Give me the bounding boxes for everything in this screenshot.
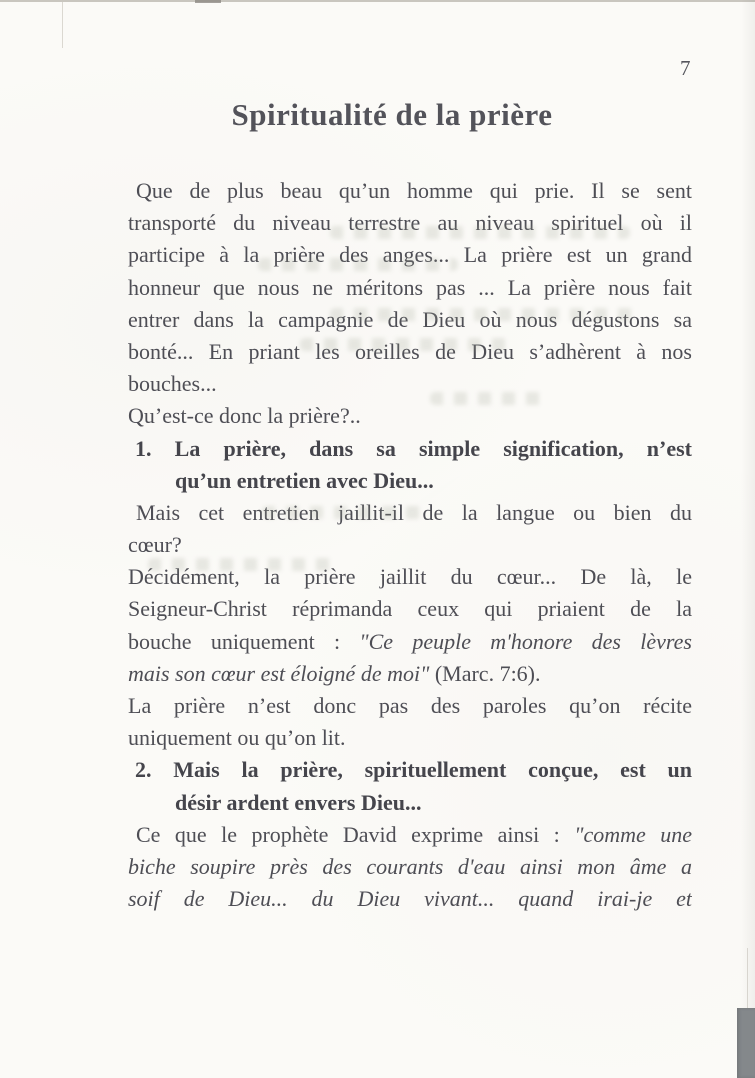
paper-right-edge-shade — [741, 0, 755, 1012]
text-segment: Que de plus beau qu’un homme qui prie. Il se sent — [136, 178, 692, 203]
paper-crease-line — [62, 2, 63, 48]
text-segment: bouche uniquement : — [128, 628, 360, 654]
text-segment: La prière, dans sa simple signification, n’est — [151, 435, 692, 461]
text-column — [128, 175, 692, 915]
text-segment: Décidément, la prière jaillit du cœur... De là, le — [128, 564, 692, 590]
page-number: 7 — [680, 56, 691, 80]
text-segment: (Marc. 7:6). — [429, 660, 541, 686]
bleedthrough-smudge — [330, 308, 640, 321]
text-segment: honneur que nous ne méritons pas ... La prière nous fait — [128, 274, 692, 300]
text-line — [128, 787, 692, 819]
paper-edge-line — [747, 948, 748, 1010]
text-line — [128, 593, 692, 625]
bleedthrough-smudge — [330, 226, 630, 239]
text-segment: La prière n’est donc pas des paroles qu’on récite — [128, 693, 692, 718]
text-segment: transporté du niveau terrestre au niveau spirituel où il — [128, 210, 692, 236]
text-line — [128, 529, 692, 561]
text-segment: uniquement ou qu’on lit. — [128, 725, 346, 751]
text-line — [128, 722, 692, 754]
bleedthrough-smudge — [148, 558, 338, 571]
text-segment: biche soupire près des courants d'eau ainsi mon âme a — [128, 853, 692, 879]
text-line — [128, 368, 692, 400]
text-line — [128, 400, 692, 432]
text-line — [128, 851, 692, 883]
text-line — [128, 175, 692, 207]
text-segment: Seigneur-Christ réprimanda ceux qui priaient de la — [128, 596, 692, 622]
text-segment: Mais la prière, spirituellement conçue, est un — [151, 757, 692, 783]
text-segment: soif de Dieu... du Dieu vivant... quand irai-je et — [128, 886, 692, 912]
page-title: Spiritualité de la prière — [231, 97, 553, 132]
text-segment: Mais cet entretien jaillit-il de la langue ou bien du — [136, 499, 692, 525]
text-line — [128, 626, 692, 658]
text-segment: Qu’est-ce donc la prière?.. — [128, 403, 361, 429]
text-segment: "Ce peuple m'honore des lèvres — [359, 628, 692, 654]
text-line — [128, 465, 692, 497]
scan-top-edge — [0, 0, 755, 2]
text-line — [128, 883, 692, 915]
text-line — [128, 690, 692, 722]
text-line — [128, 272, 692, 304]
text-segment: 1. — [135, 435, 152, 461]
text-line — [128, 433, 692, 465]
bleedthrough-smudge — [300, 338, 515, 351]
text-segment: mais son cœur est éloigné de moi" — [128, 660, 430, 686]
bleedthrough-smudge — [262, 506, 422, 519]
text-segment: "comme une — [574, 821, 692, 847]
text-segment: participe à la prière des anges... La prière est un grand — [128, 242, 692, 268]
text-line — [128, 754, 692, 786]
text-segment: entrer dans la campagnie de Dieu où nous dégustons sa — [128, 306, 692, 332]
text-line — [128, 658, 692, 690]
bleedthrough-smudge — [430, 392, 550, 405]
text-segment: qu’un entretien avec Dieu... — [175, 467, 434, 493]
text-segment: désir ardent envers Dieu... — [175, 789, 422, 815]
scan-top-edge-dark-segment — [195, 0, 221, 3]
text-segment: cœur? — [128, 532, 182, 558]
text-segment: bouches... — [128, 371, 217, 397]
text-segment: bonté... En priant les oreilles de Dieu s’adhèrent à nos — [128, 338, 692, 364]
text-segment: 2. — [135, 757, 152, 783]
text-segment: Ce que le prophète David exprime ainsi : — [136, 821, 575, 847]
bleedthrough-smudge — [258, 258, 458, 271]
text-line — [128, 819, 692, 851]
scanner-background-strip — [737, 1008, 755, 1078]
